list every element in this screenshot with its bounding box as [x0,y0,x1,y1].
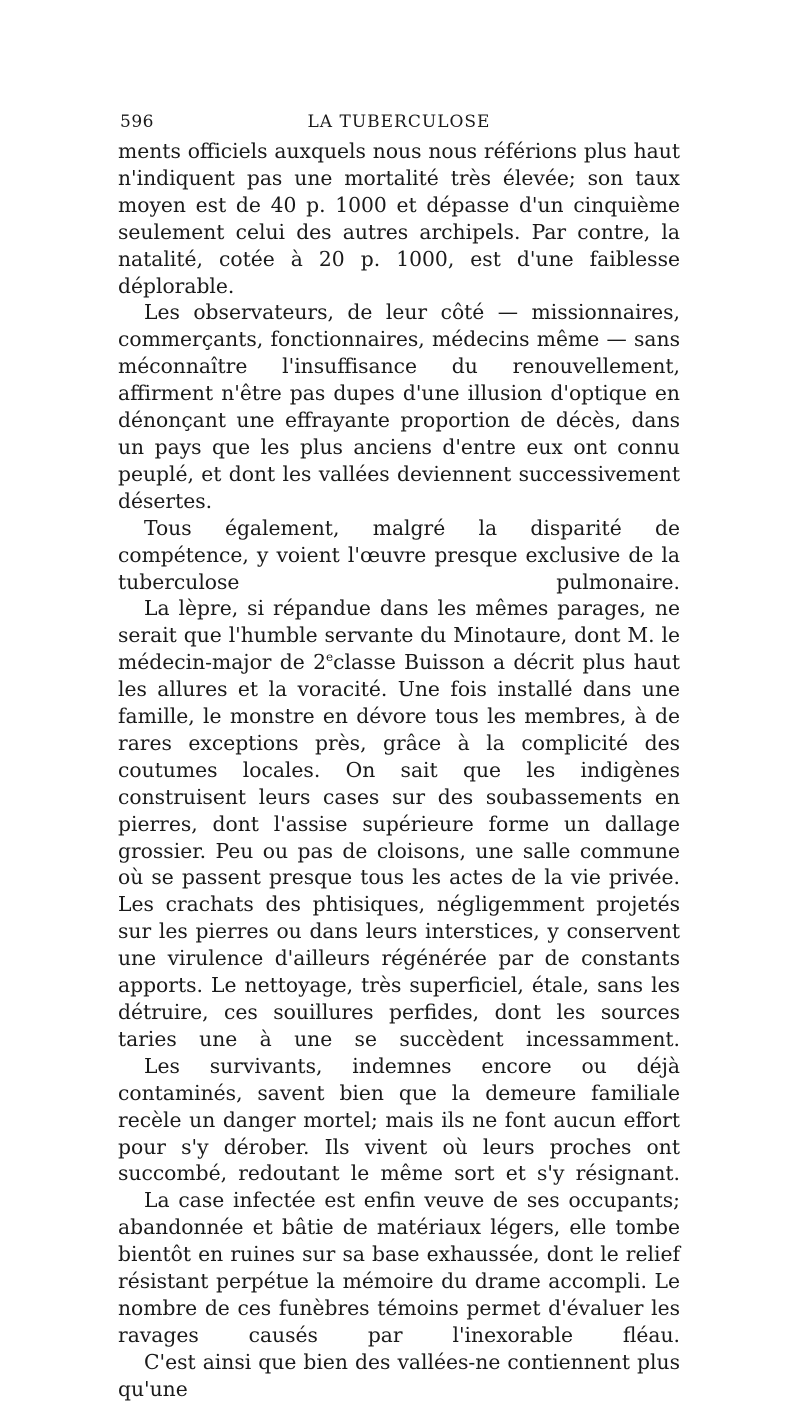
paragraph-leprosy-text-b: classe Buisson a décrit plus haut les allures et la voracité. Une fois installé dans une famille, le monstre en dévore tous les membres, à de rares exceptions près, grâce à la complicité des coutumes locales. On sait que les indigènes construisent leurs cases sur des soubassements en pierres, dont l'assise supérieure forme un dallage grossier. Peu ou pas de cloisons, une salle commune où se passent presque tous les actes de la vie privée. Les crachats des phtisiques, négligemment projetés sur les pierres ou dans leurs interstices, y conservent une virulence d'ailleurs régénérée par de constants apports. Le nettoyage, très superficiel, étale, sans les détruire, ces souillures perfides, dont les sources taries une à une se succèdent incessamment. [118,650,680,1051]
page-number: 596 [120,112,154,132]
paragraph-leprosy [118,595,680,1052]
running-title: LA TUBERCULOSE [307,112,491,132]
paragraph-tuberculosis: Tous également, malgré la disparité de compétence, y voient l'œuvre presque exclusive de la tuberculose pulmonaire. [118,515,680,594]
paragraph-observers: Les observateurs, de leur côté — missionnaires, commerçants, fonctionnaires, médecins même — sans méconnaître l'insuffisance du renouvellement, affirment n'être pas dupes d'une illusion d'optique en dénonçant une effrayante proportion de décès, dans un pays que les plus anciens d'entre eux ont connu peuplé, et dont les vallées deviennent successivement désertes. [118,300,680,513]
body-text [118,138,680,1403]
paragraph-infected-hut: La case infectée est enfin veuve de ses occupants; abandonnée et bâtie de matériaux légers, elle tombe bientôt en ruines sur sa base exhaussée, dont le relief résistant perpétue la mémoire du drame accompli. Le nombre de ces funèbres témoins permet d'évaluer les ravages causés par l'inexorable fléau. [118,1188,680,1347]
ordinal-superscript: e [326,650,334,665]
paragraph-leprosy-text-a: La lèpre, si répandue dans les mêmes parages, ne serait que l'humble servante du Minotaure, dont M. le médecin-major de 2 [118,596,680,675]
running-head [118,112,680,138]
paragraph-survivors: Les survivants, indemnes encore ou déjà contaminés, savent bien que la demeure familiale recèle un danger mortel; mais ils ne font aucun effort pour s'y dérober. Ils vivent où leurs proches ont succombé, redoutant le même sort et s'y résignant. [118,1053,680,1186]
book-page [118,112,680,1403]
paragraph-continuation: ments officiels auxquels nous nous référions plus haut n'indiquent pas une mortalité très élevée; son taux moyen est de 40 p. 1000 et dépasse d'un cinquième seulement celui des autres archipels. Par contre, la natalité, cotée à 20 p. 1000, est d'une faiblesse déplorable. [118,139,680,298]
paragraph-valleys: C'est ainsi que bien des vallées-ne contiennent plus qu'une [118,1349,680,1401]
